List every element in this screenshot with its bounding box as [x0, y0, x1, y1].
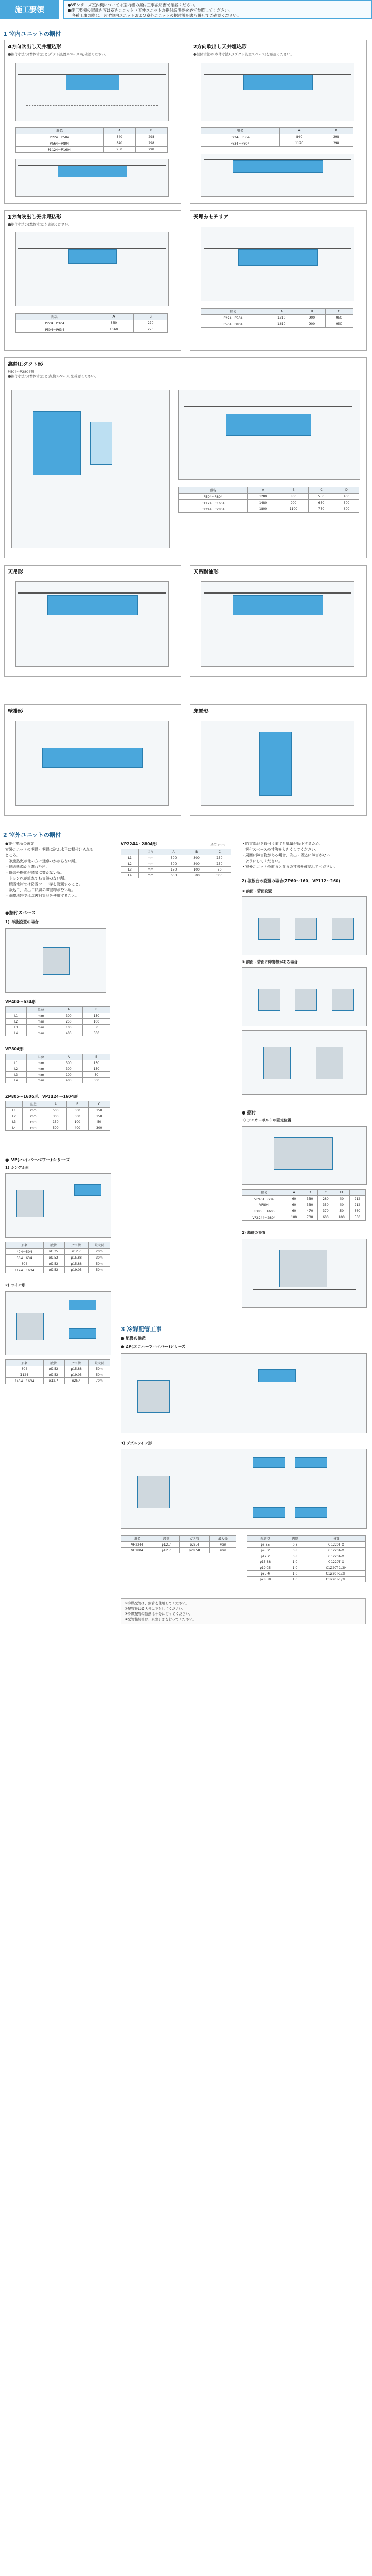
- single-system-heading: 1) シングル形: [5, 1166, 29, 1170]
- figure-cassette-diagram: [201, 227, 354, 301]
- panel-note: ●据付寸法の(本体寸法)と(点検スペース)を確認ください。: [8, 374, 98, 379]
- table-row: L2 mm 500 300 150: [121, 861, 231, 867]
- table-row: L4 mm 400 300: [6, 1030, 110, 1036]
- figure-wall-mounted: [15, 721, 169, 806]
- zp-series-heading: ● ZP(エコハーツハイパー)シリーズ: [121, 1344, 186, 1349]
- table-row: L1 mm 500 300 150: [6, 1108, 110, 1113]
- table-1way: 形名 A B P224〜P324 860 270 P504〜P634 1060 270: [15, 313, 168, 333]
- panel-note: ●据付寸法の(本体寸法)と(ダクト設置スペース)を確認ください。: [193, 52, 294, 56]
- table-row: L1 mm 500 300 150: [121, 855, 231, 861]
- table-row: φ9.52 0.8 C1220T-O: [247, 1548, 366, 1553]
- figure-double-twin: [121, 1449, 367, 1529]
- table-row: L3 mm 150 100 50: [6, 1119, 110, 1125]
- panel-subtitle: P504〜P2804形: [8, 370, 34, 374]
- table-row: L1 mm 300 150: [6, 1013, 110, 1019]
- table-row: φ6.35 0.8 C1220T-O: [247, 1542, 366, 1548]
- table-row: 564〜634 φ9.52 φ15.88 30m: [6, 1255, 110, 1261]
- table-row: ZP805〜1605 60 470 370 50 360: [242, 1208, 366, 1214]
- table-row: P224〜P504 840 298: [16, 134, 168, 140]
- table-row: P224〜P564 840 298: [201, 134, 353, 140]
- figure-4way-diagram: [15, 63, 169, 121]
- outdoor-notes-right: ・防雪部品を取付けますと風量が低下するため、 据付スペースの寸法を大きくしてください。 ・周囲に障害物がある場合、吹出・吸込に障害がない ようにしてください。 ・室外ユニットの前面と背面の寸法を確認してください。: [242, 842, 337, 869]
- vp-series-heading: ● VP(ハイパーパワー)シリーズ: [5, 1158, 70, 1163]
- table-vp804: 単位 A B L1 mm 300 150 L2 mm 300 150 L3 mm 100 50 L4 mm 400 300: [5, 1054, 110, 1083]
- table-row: L4 mm 600 500 300: [121, 873, 231, 878]
- table-title-vp2244: VP2244・2804形: [121, 842, 157, 846]
- figure-2way-side: [201, 154, 354, 197]
- figure-vp-single: [5, 1173, 111, 1238]
- collective-heading: 2) 複数台の設置の場合(ZP60〜160、VP112〜160): [242, 878, 340, 883]
- table-row: P224〜P504 1310 900 950: [201, 315, 353, 321]
- figure-duct-side: [178, 390, 360, 480]
- table-row: L1 mm 300 150: [6, 1060, 110, 1066]
- panel-ceiling-suspended: [4, 565, 181, 677]
- figure-anchor: [242, 1126, 367, 1185]
- table-row: P634〜P804 1120 298: [201, 140, 353, 147]
- table-row: 1124 φ9.52 φ19.05 50m: [6, 1372, 110, 1378]
- table-anchor: 形名 A B C D E VP404〜634 60 330 280 40 212 VP804 60 330 350 40 212 ZP805〜1605 60 470 370 50 360 VP2244〜2804 100 700 600 100 500: [242, 1189, 366, 1221]
- table-title-zp: ZP805〜1605形、VP1124〜1604形: [5, 1094, 78, 1099]
- double-twin-heading: 3) ダブルツイン形: [121, 1441, 152, 1445]
- obstacle-heading: ② 前面・背面に障害物がある場合: [242, 960, 298, 964]
- table-row: L2 mm 300 150: [6, 1066, 110, 1072]
- figure-single-unit: [5, 928, 106, 993]
- table-pipe-twin: 形名 液管 ガス管 最大長 804 φ9.52 φ15.88 50m 1124 φ9.52 φ19.05 50m 1404〜1604 φ12.7 φ25.4 70m: [5, 1359, 110, 1384]
- table-row: L2 mm 300 300 150: [6, 1113, 110, 1119]
- foundation-heading: 2) 基礎の設置: [242, 1231, 266, 1235]
- table-row: φ28.58 1.0 C1220T-1/2H: [247, 1577, 366, 1582]
- table-row: VP804 60 330 350 40 212: [242, 1202, 366, 1208]
- dimension-line: [26, 105, 158, 106]
- figure-1way-diagram: [15, 232, 169, 306]
- figure-2way-diagram: [201, 63, 354, 121]
- panel-4way: [4, 40, 181, 204]
- header-notes: [63, 0, 372, 19]
- panel-title: 2方向吹出し天井埋込形: [193, 44, 247, 50]
- table-vp404: 単位 A B L1 mm 300 150 L2 mm 250 100 L3 mm 100 50 L4 mm 400 300: [5, 1006, 110, 1036]
- table-row: 404〜504 φ6.35 φ12.7 20m: [6, 1249, 110, 1255]
- page-title: 施工要領: [0, 0, 59, 19]
- panel-title: 床置形: [193, 709, 209, 714]
- table-duct: 形名 A B C D P504〜P804 1280 800 550 400 P1124〜P1604 1480 900 650 500 P2244〜P2804 1800 1100 750 600: [178, 487, 359, 513]
- table-row: P504〜P804 1280 800 550 400: [179, 494, 359, 500]
- section-title-outdoor: 2 室外ユニットの据付: [3, 832, 61, 839]
- table-row: L3 mm 100 50: [6, 1072, 110, 1078]
- table-2way: 形名 A B P224〜P564 840 298 P634〜P804 1120 298: [201, 127, 353, 147]
- panel-ceiling-oil: [190, 565, 367, 677]
- pipe-notes: ①冷媒配管は、銅管を使用してください。 ②配管長は最大長以下としてください。 ③冷媒配管の断熱は十分に行ってください。 ④配管接続後は、真空引きを行ってください。: [121, 1598, 366, 1624]
- table-row: φ15.88 1.0 C1220T-O: [247, 1559, 366, 1565]
- table-vp2244: 単位 A B C L1 mm 500 300 150 L2 mm 500 300 150 L3 mm 150 100 50 L4 mm 600 500 300: [121, 849, 231, 878]
- anchor-heading: ● 据付: [242, 1110, 256, 1116]
- panel-floor-standing: [190, 704, 367, 816]
- table-row: P224〜P324 860 270: [16, 320, 168, 326]
- table-title-vp404: VP404〜634形: [5, 999, 36, 1004]
- table-row: P1124〜P1604 950 298: [16, 147, 168, 153]
- table-row: VP2804 φ12.7 φ28.58 70m: [121, 1548, 236, 1553]
- table-row: φ19.05 1.0 C1220T-1/2H: [247, 1565, 366, 1571]
- table-row: VP404〜634 60 330 280 40 212: [242, 1196, 366, 1202]
- table-row: P564〜P804 840 298: [16, 140, 168, 147]
- table-row: 804 φ9.52 φ15.88 50m: [6, 1366, 110, 1372]
- header-note-2: ●施工要領の記載内容は室内ユニット・室外ユニットの据付説明書を必ず参照してください。: [68, 8, 233, 13]
- table-row: 804 φ9.52 φ15.88 50m: [6, 1261, 110, 1267]
- panel-title: 天吊形: [8, 569, 23, 575]
- figure-zp-piping: [121, 1353, 367, 1433]
- table-row: φ12.7 0.8 C1220T-O: [247, 1553, 366, 1559]
- panel-note: ●据付寸法の(本体寸法)を確認ください。: [8, 222, 72, 227]
- figure-collective-2: [242, 967, 367, 1026]
- table-row: P2244〜P2804 1800 1100 750 600: [179, 506, 359, 513]
- panel-title: 天埋カセテリア: [193, 214, 229, 220]
- figure-ceiling-oil: [201, 581, 354, 667]
- table-4way: 形名 A B P224〜P504 840 298 P564〜P804 840 298 P1124〜P1604 950 298: [15, 127, 168, 153]
- panel-title: 壁掛形: [8, 709, 23, 714]
- front-back-heading: ① 前面・背面設置: [242, 889, 272, 893]
- figure-floor-standing: [201, 721, 354, 806]
- single-unit-heading: 1) 単独設置の場合: [5, 919, 39, 924]
- table-title-vp804: VP804形: [5, 1047, 24, 1051]
- twin-system-heading: 2) ツイン形: [5, 1283, 26, 1287]
- table-row: L3 mm 150 100 50: [121, 867, 231, 873]
- table-row: VP2244 φ12.7 φ25.4 70m: [121, 1542, 236, 1548]
- table-row: 1404〜1604 φ12.7 φ25.4 70m: [6, 1378, 110, 1384]
- figure-collective-1: [242, 896, 367, 955]
- table-row: L3 mm 100 50: [6, 1025, 110, 1030]
- table-pipe-material: 配管径 肉厚 材質 φ6.35 0.8 C1220T-O φ9.52 0.8 C1220T-O φ12.7 0.8 C1220T-O φ15.88 1.0 C1220T-O φ19.05 1.0 C1220T-1/2H φ25.4 1.0 C1220T-1/2H φ28.58 1.0 C1220T-1/2H: [247, 1535, 366, 1582]
- table-row: P1124〜P1604 1480 900 650 500: [179, 500, 359, 506]
- outdoor-intro-text: ●据付場所の選定 室外ユニットの据置・据置に耐え水平に据付けられる ところ。 ・吹出熱気が他の方に迷惑のかからない所。 ・他の熱源から離れた所。 ・騒音や振動が隣家に響かない所。 ・ドレン水が流れても支障のない所。 ・積雪地帯では防雪フード等を設置すること。 ・吸込口、吹出口に風の障害物がない所。 ・海岸地帯では塩害対策品を使用すること。: [5, 842, 94, 898]
- anchor-sub-heading: 1) アンカーボルトの固定位置: [242, 1118, 292, 1122]
- panel-title: 1方向吹出し天井埋込形: [8, 214, 61, 220]
- panel-title: 4方向吹出し天井埋込形: [8, 44, 61, 50]
- unit-label: 単位 mm: [210, 843, 225, 847]
- figure-collective-3: [242, 1030, 367, 1095]
- panel-high-static-duct: [4, 357, 367, 558]
- table-row: L2 mm 250 100: [6, 1019, 110, 1025]
- table-row: φ25.4 1.0 C1220T-1/2H: [247, 1571, 366, 1577]
- figure-vp-twin: [5, 1291, 111, 1355]
- panel-wall-mounted: [4, 704, 181, 816]
- header-note-3: 各種工事の際は、必ず室内ユニットおよび室外ユニットの据付説明書も併せてご確認ください。: [68, 13, 241, 18]
- panel-1way: [4, 210, 181, 351]
- service-space-heading: ●据付スペース: [5, 911, 36, 916]
- table-pipe-single: 形名 液管 ガス管 最大長 404〜504 φ6.35 φ12.7 20m 564〜634 φ9.52 φ15.88 30m 804 φ9.52 φ15.88 50m 1124〜1604 φ9.52 φ19.05 50m: [5, 1242, 110, 1273]
- indoor-unit-shape: [66, 75, 119, 90]
- panel-title: 天吊耐油形: [193, 569, 219, 575]
- page-header: [0, 0, 372, 19]
- header-note-1: ●VPシリーズ室内機については室内機の据付工事説明書で確認ください。: [68, 3, 199, 7]
- panel-note: ●据付寸法の(本体寸法)と(ダクト設置スペース)を確認ください。: [8, 52, 108, 56]
- table-pipe-double: 形名 液管 ガス管 最大長 VP2244 φ12.7 φ25.4 70m VP2804 φ12.7 φ28.58 70m: [121, 1535, 236, 1553]
- panel-cassette: [190, 210, 367, 351]
- pipe-connection-heading: ● 配管の接続: [121, 1336, 146, 1341]
- table-row: P564〜P804 1610 900 950: [201, 321, 353, 328]
- panel-title: 高静圧ダクト形: [8, 362, 43, 367]
- table-row: L4 mm 500 400 300: [6, 1125, 110, 1131]
- figure-4way-side: [15, 159, 169, 197]
- panel-2way: [190, 40, 367, 204]
- table-zp: 単位 A B C L1 mm 500 300 150 L2 mm 300 300 150 L3 mm 150 100 50 L4 mm 500 400 300: [5, 1101, 110, 1131]
- table-row: 1124〜1604 φ9.52 φ19.05 50m: [6, 1267, 110, 1273]
- figure-foundation: [242, 1239, 367, 1308]
- section-title-piping: 3 冷媒配管工事: [121, 1326, 162, 1333]
- figure-ceiling-suspended: [15, 581, 169, 667]
- section-title-indoor: 1 室内ユニットの据付: [3, 30, 61, 37]
- figure-duct-plan: [11, 390, 170, 548]
- table-row: VP2244〜2804 100 700 600 100 500: [242, 1214, 366, 1221]
- table-row: P504〜P634 1060 270: [16, 326, 168, 333]
- table-row: L4 mm 400 300: [6, 1078, 110, 1083]
- table-cassette: 形名 A B C P224〜P504 1310 900 950 P564〜P804 1610 900 950: [201, 308, 353, 328]
